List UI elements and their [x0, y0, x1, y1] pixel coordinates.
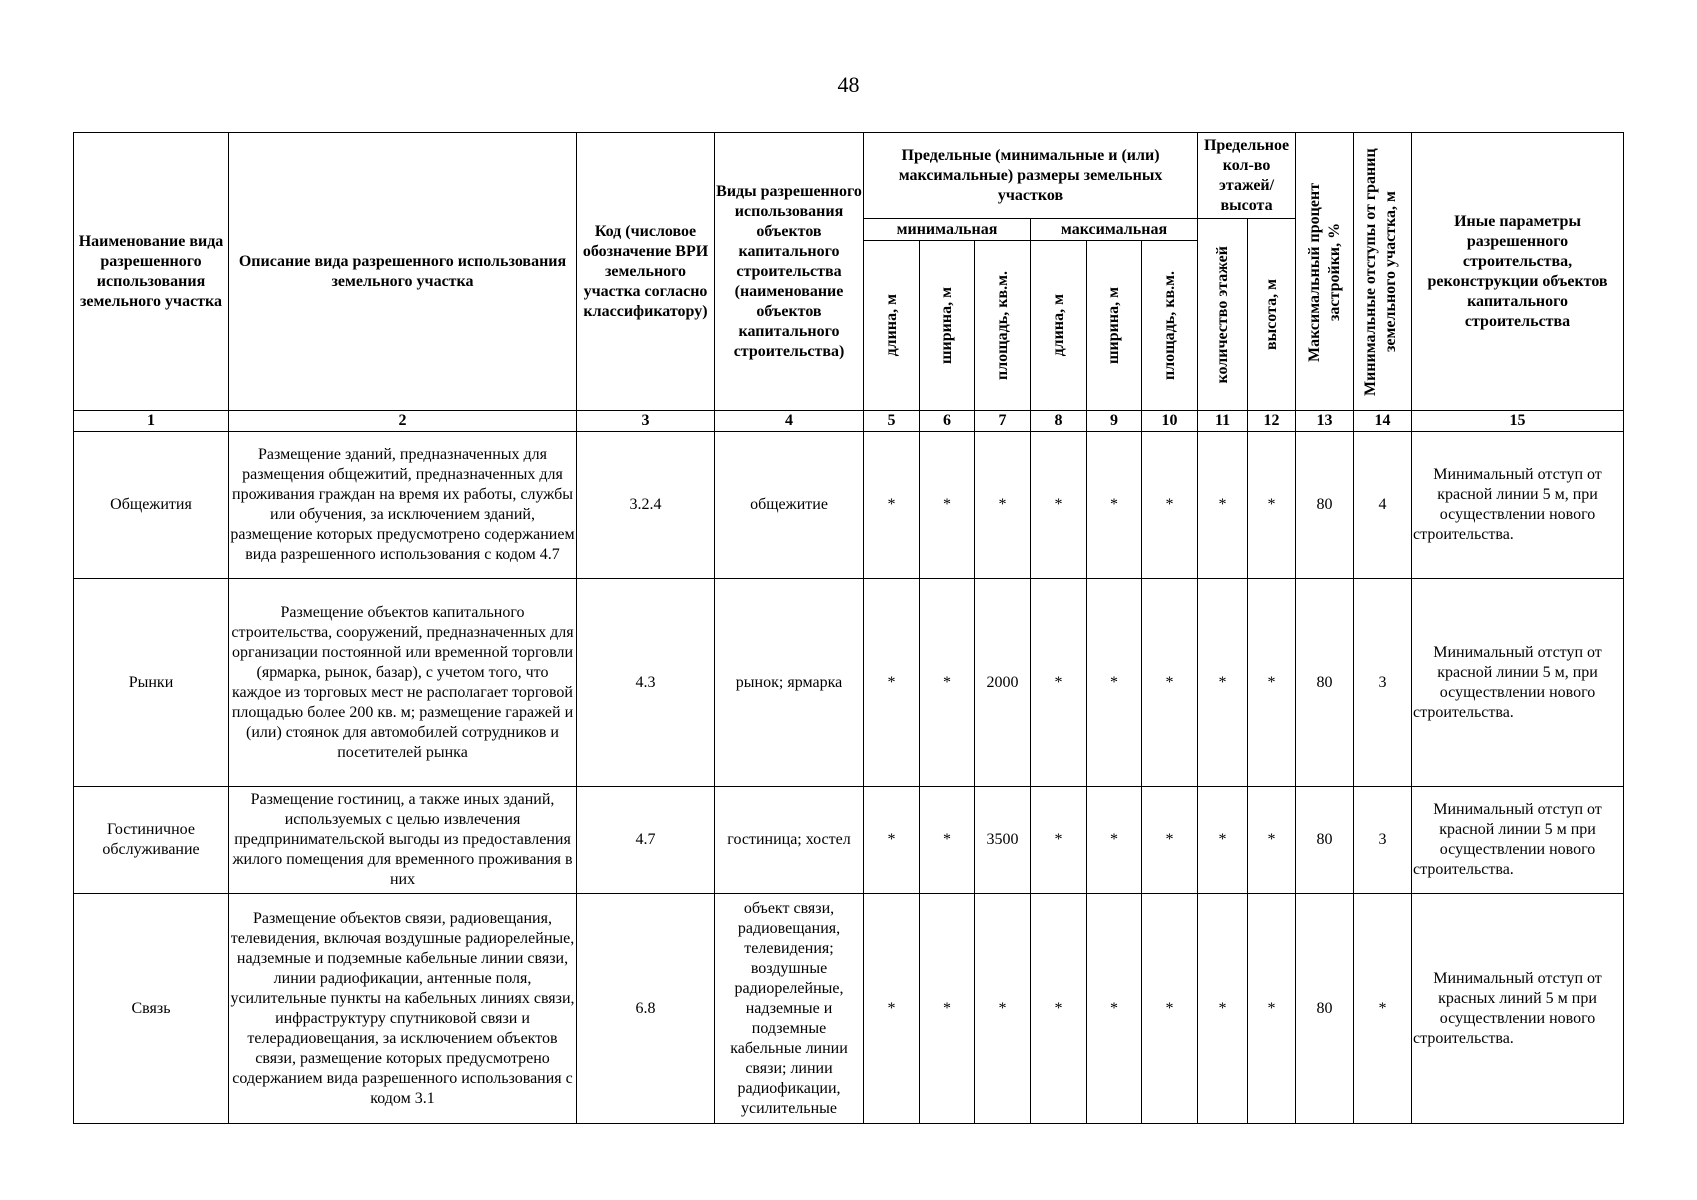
- row-max-area: *: [1142, 787, 1198, 894]
- row-description: Размещение объектов капитального строительства, сооружений, предназначенных для организации постоянной или временной торговли (ярмарка, рынок, базар), с учетом того, что каждое из торговых мест не располагает торговой площадью более 200 кв. м; размещение гаражей и (или) стоянок для автомобилей сотрудников и посетителей рынка: [229, 579, 577, 787]
- row-min-width: *: [920, 787, 975, 894]
- row-min-length: *: [864, 787, 920, 894]
- row-max-width: *: [1087, 894, 1142, 1124]
- row-max-width: *: [1087, 432, 1142, 579]
- column-number: 8: [1031, 411, 1087, 432]
- land-use-table: [73, 132, 1624, 1124]
- page-number: 48: [837, 72, 860, 97]
- row-floors: *: [1198, 432, 1248, 579]
- row-name: Рынки: [74, 579, 229, 787]
- row-floors: *: [1198, 787, 1248, 894]
- table-row: [74, 787, 1624, 894]
- row-other-params: Минимальный отступ от красной линии 5 м, при осуществлении нового строительства.: [1412, 432, 1624, 579]
- row-setback: 4: [1354, 432, 1412, 579]
- row-min-length: *: [864, 579, 920, 787]
- header-min-width: ширина, м: [920, 241, 975, 411]
- row-code: 3.2.4: [577, 432, 715, 579]
- row-max-percent: 80: [1296, 787, 1354, 894]
- header-max-length: длина, м: [1031, 241, 1087, 411]
- header-max-area: площадь, кв.м.: [1142, 241, 1198, 411]
- row-max-percent: 80: [1296, 894, 1354, 1124]
- column-number: 3: [577, 411, 715, 432]
- row-name: Общежития: [74, 432, 229, 579]
- row-objects: рынок; ярмарка: [715, 579, 864, 787]
- row-description: Размещение объектов связи, радиовещания, телевидения, включая воздушные радиорелейные, надземные и подземные кабельные линии связи, линии радиофикации, антенные поля, усилительные пункты на кабельных линиях связи, инфраструктуру спутниковой связи и телерадиовещания, за исключением объектов связи, размещение которых предусмотрено содержанием вида разрешенного использования с кодом 3.1: [229, 894, 577, 1124]
- column-number: 12: [1248, 411, 1296, 432]
- column-number: 10: [1142, 411, 1198, 432]
- column-number: 4: [715, 411, 864, 432]
- row-min-width: *: [920, 579, 975, 787]
- row-max-area: *: [1142, 432, 1198, 579]
- header-limit-sizes: Предельные (минимальные и (или) максимальные) размеры земельных участков: [864, 133, 1198, 219]
- column-number: 6: [920, 411, 975, 432]
- column-numbers-row: [74, 411, 1624, 432]
- row-max-area: *: [1142, 894, 1198, 1124]
- header-floors: количество этажей: [1198, 219, 1248, 411]
- row-height: *: [1248, 787, 1296, 894]
- header-min-setback: Минимальные отступы от границ земельного участка, м: [1354, 133, 1412, 411]
- row-max-area: *: [1142, 579, 1198, 787]
- row-max-length: *: [1031, 787, 1087, 894]
- header-max-percent: Максимальный процент застройки, %: [1296, 133, 1354, 411]
- header-minimal: минимальная: [864, 219, 1031, 241]
- header-min-area: площадь, кв.м.: [975, 241, 1031, 411]
- column-number: 9: [1087, 411, 1142, 432]
- column-number: 14: [1354, 411, 1412, 432]
- row-setback: 3: [1354, 787, 1412, 894]
- table-row: [74, 894, 1624, 1124]
- row-min-area: 3500: [975, 787, 1031, 894]
- row-other-params: Минимальный отступ от красных линий 5 м при осуществлении нового строительства.: [1412, 894, 1624, 1124]
- row-objects: общежитие: [715, 432, 864, 579]
- row-min-width: *: [920, 894, 975, 1124]
- row-setback: *: [1354, 894, 1412, 1124]
- column-number: 1: [74, 411, 229, 432]
- row-height: *: [1248, 579, 1296, 787]
- row-min-length: *: [864, 432, 920, 579]
- row-max-percent: 80: [1296, 432, 1354, 579]
- row-name: Гостиничное обслуживание: [74, 787, 229, 894]
- header-objects: Виды разрешенного использования объектов капитального строительства (наименование объектов капитального строительства): [715, 133, 864, 411]
- row-max-length: *: [1031, 432, 1087, 579]
- header-maximal: максимальная: [1031, 219, 1198, 241]
- column-number: 15: [1412, 411, 1624, 432]
- row-max-length: *: [1031, 579, 1087, 787]
- row-max-width: *: [1087, 787, 1142, 894]
- row-setback: 3: [1354, 579, 1412, 787]
- header-other-params: Иные параметры разрешенного строительства, реконструкции объектов капитального строительства: [1412, 133, 1624, 411]
- row-min-length: *: [864, 894, 920, 1124]
- header-name: Наименование вида разрешенного использования земельного участка: [74, 133, 229, 411]
- header-code: Код (числовое обозначение ВРИ земельного участка согласно классификатору): [577, 133, 715, 411]
- row-code: 6.8: [577, 894, 715, 1124]
- row-min-area: *: [975, 894, 1031, 1124]
- row-description: Размещение зданий, предназначенных для размещения общежитий, предназначенных для проживания граждан на время их работы, службы или обучения, за исключением зданий, размещение которых предусмотрено содержанием вида разрешенного использования с кодом 4.7: [229, 432, 577, 579]
- row-code: 4.3: [577, 579, 715, 787]
- column-number: 13: [1296, 411, 1354, 432]
- row-name: Связь: [74, 894, 229, 1124]
- row-max-percent: 80: [1296, 579, 1354, 787]
- row-objects: объект связи, радиовещания, телевидения; воздушные радиорелейные, надземные и подземные кабельные линии связи; линии радиофикации, усилительные: [715, 894, 864, 1124]
- row-other-params: Минимальный отступ от красной линии 5 м при осуществлении нового строительства.: [1412, 787, 1624, 894]
- table-row: [74, 432, 1624, 579]
- row-max-length: *: [1031, 894, 1087, 1124]
- row-description: Размещение гостиниц, а также иных зданий, используемых с целью извлечения предпринимательской выгоды из предоставления жилого помещения для временного проживания в них: [229, 787, 577, 894]
- header-height: высота, м: [1248, 219, 1296, 411]
- row-floors: *: [1198, 579, 1248, 787]
- row-objects: гостиница; хостел: [715, 787, 864, 894]
- row-code: 4.7: [577, 787, 715, 894]
- row-height: *: [1248, 894, 1296, 1124]
- row-height: *: [1248, 432, 1296, 579]
- header-description: Описание вида разрешенного использования земельного участка: [229, 133, 577, 411]
- row-floors: *: [1198, 894, 1248, 1124]
- row-other-params: Минимальный отступ от красной линии 5 м, при осуществлении нового строительства.: [1412, 579, 1624, 787]
- row-max-width: *: [1087, 579, 1142, 787]
- header-max-width: ширина, м: [1087, 241, 1142, 411]
- row-min-area: *: [975, 432, 1031, 579]
- column-number: 11: [1198, 411, 1248, 432]
- table-row: [74, 579, 1624, 787]
- column-number: 7: [975, 411, 1031, 432]
- header-floors-group: Предельное кол-во этажей/ высота: [1198, 133, 1296, 219]
- header-min-length: длина, м: [864, 241, 920, 411]
- row-min-width: *: [920, 432, 975, 579]
- column-number: 5: [864, 411, 920, 432]
- row-min-area: 2000: [975, 579, 1031, 787]
- column-number: 2: [229, 411, 577, 432]
